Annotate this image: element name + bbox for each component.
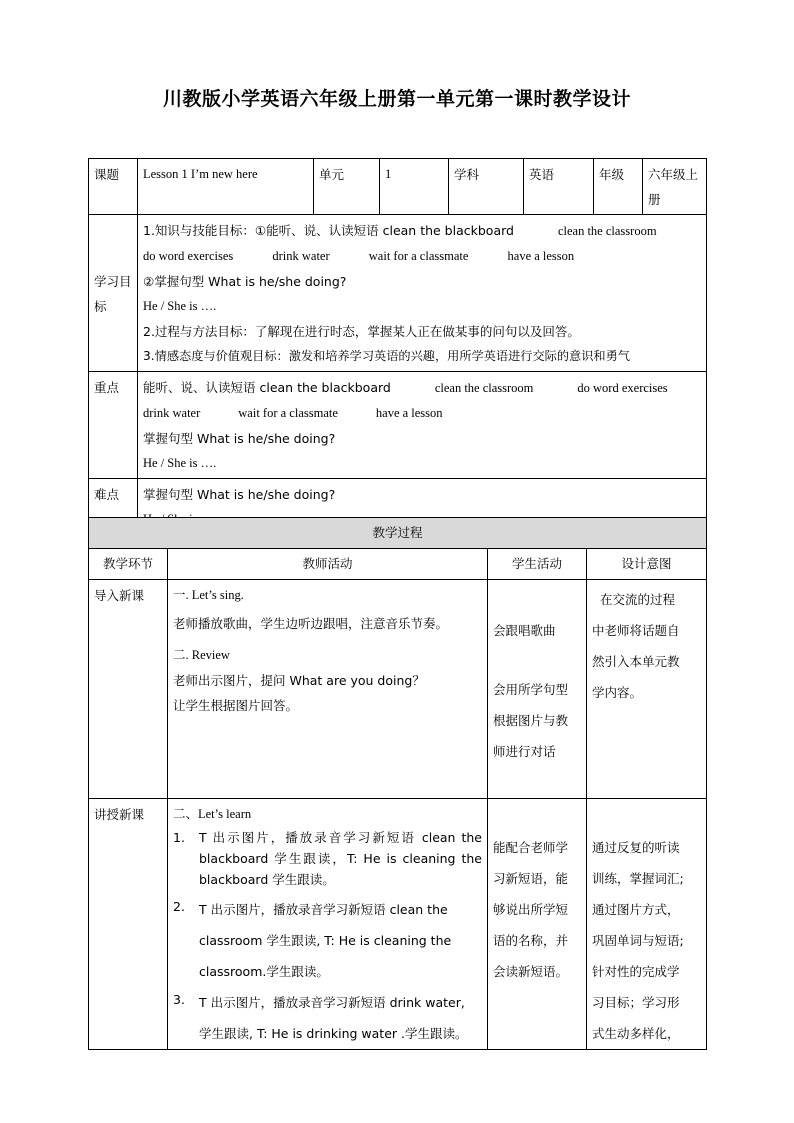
grade-label: 年级 [594, 159, 643, 215]
difficult-point-line: 掌握句型 What is he/she doing? [143, 487, 336, 502]
objective-phrase: do word exercises [143, 249, 234, 263]
intro-purpose-line: 在交流的过程 [600, 592, 676, 607]
topic-value: Lesson 1 I’m new here [138, 159, 314, 215]
teaching-process-table [88, 517, 707, 1050]
objective-line: He / She is …. [143, 299, 217, 313]
teach-purpose-line: 训练，掌握词汇; [592, 871, 684, 886]
teach-student-line: 会读新短语。 [493, 964, 569, 979]
unit-value: 1 [380, 159, 449, 215]
key-point-line: He / She is …. [143, 456, 217, 470]
intro-teacher-activity [168, 580, 488, 799]
lesson-info-table [88, 158, 707, 535]
key-point-line: 掌握句型 What is he/she doing? [143, 431, 336, 446]
intro-student-line: 会用所学句型 [493, 682, 569, 697]
process-section-title: 教学过程 [89, 518, 707, 549]
teach-heading: 二、Let’s learn [173, 807, 252, 821]
key-point-phrase: do word exercises [577, 381, 668, 395]
stage-teach: 讲授新课 [89, 799, 168, 1050]
teach-student-line: 习新短语，能 [493, 871, 569, 886]
objective-phrase: drink water [272, 249, 330, 263]
key-points-content [138, 372, 707, 479]
objective-phrase: clean the classroom [557, 224, 657, 238]
teach-purpose [587, 799, 707, 1050]
key-point-phrase: have a lesson [375, 406, 443, 420]
intro-student-line: 会跟唱歌曲 [493, 623, 556, 638]
objective-line: ②掌握句型 What is he/she doing? [143, 274, 347, 289]
objective-phrase: have a lesson [507, 249, 575, 263]
teach-purpose-line: 习目标；学习形 [592, 995, 680, 1010]
objective-line: 2.过程与方法目标：了解现在进行时态，掌握某人正在做某事的问句以及回答。 [143, 324, 580, 339]
intro-student-line: 根据图片与教 [493, 713, 569, 728]
list-item: 3. T 出示图片，播放录音学习新短语 drink water, 学生跟读, T: He is drinking water .学生跟读。 [173, 992, 468, 1041]
intro-teacher-line: 一. Let’s sing. [173, 588, 244, 602]
intro-purpose [587, 580, 707, 799]
teach-purpose-line: 通过反复的听读 [592, 840, 680, 855]
intro-teacher-line: 老师出示图片，提问 What are you doing？ [173, 673, 425, 688]
intro-teacher-line: 二. Review [173, 648, 230, 662]
header-teacher: 教师活动 [168, 549, 488, 580]
intro-teacher-line: 让学生根据图片回答。 [173, 698, 299, 713]
list-item: 1. T 出示图片，播放录音学习新短语 clean the blackboard 学生跟读，T: He is cleaning the blackboard 学生跟读。 [173, 827, 482, 890]
teach-purpose-line: 式生动多样化， [592, 1026, 680, 1041]
key-point-phrase: clean the classroom [434, 381, 534, 395]
key-points-label: 重点 [89, 372, 138, 479]
difficult-points-label: 难点 [89, 479, 138, 535]
list-item: 2. T 出示图片，播放录音学习新短语 clean the classroom 学生跟读, T: He is cleaning the classroom.学生跟读。 [173, 899, 452, 979]
key-point-line: 能听、说、认读短语 clean the blackboard [143, 380, 391, 395]
key-point-phrase: wait for a classmate [238, 406, 338, 420]
teach-purpose-line: 针对性的完成学 [592, 964, 680, 979]
intro-purpose-line: 中老师将话题自 [592, 623, 680, 638]
objective-line: 3.情感态度与价值观目标：激发和培养学习英语的兴趣，用所学英语进行交际的意识和勇气 [143, 349, 630, 363]
teach-student-line: 能配合老师学 [493, 840, 569, 855]
objectives-label: 学习目标 [89, 215, 138, 372]
unit-label: 单元 [314, 159, 380, 215]
list-item-text: T 出示图片，播放录音学习新短语 clean the blackboard 学生跟读，T: He is cleaning the blackboard 学生跟读。 [199, 830, 482, 887]
objective-phrase: wait for a classmate [368, 249, 469, 263]
objectives-content [138, 215, 707, 372]
header-student: 学生活动 [488, 549, 587, 580]
key-point-phrase: drink water [143, 406, 201, 420]
intro-purpose-line: 学内容。 [592, 685, 643, 700]
topic-label: 课题 [89, 159, 138, 215]
intro-student-line: 师进行对话 [493, 744, 556, 759]
subject-label: 学科 [449, 159, 524, 215]
teach-teacher-activity [168, 799, 488, 1050]
teach-student-activity [488, 799, 587, 1050]
subject-value: 英语 [524, 159, 594, 215]
header-purpose: 设计意图 [587, 549, 707, 580]
teach-student-line: 够说出所学短 [493, 902, 569, 917]
document-title: 川教版小学英语六年级上册第一单元第一课时教学设计 [162, 88, 631, 110]
teach-purpose-line: 通过图片方式， [592, 902, 680, 917]
intro-teacher-line: 老师播放歌曲，学生边听边跟唱，注意音乐节奏。 [173, 616, 449, 631]
teach-student-line: 语的名称，并 [493, 933, 569, 948]
teach-purpose-line: 巩固单词与短语; [592, 933, 684, 948]
intro-purpose-line: 然引入本单元教 [592, 654, 680, 669]
header-stage: 教学环节 [89, 549, 168, 580]
objective-line: 1.知识与技能目标：①能听、说、认读短语 clean the blackboard [143, 223, 514, 238]
stage-intro: 导入新课 [89, 580, 168, 799]
intro-student-activity [488, 580, 587, 799]
grade-value: 六年级上册 [643, 159, 707, 215]
